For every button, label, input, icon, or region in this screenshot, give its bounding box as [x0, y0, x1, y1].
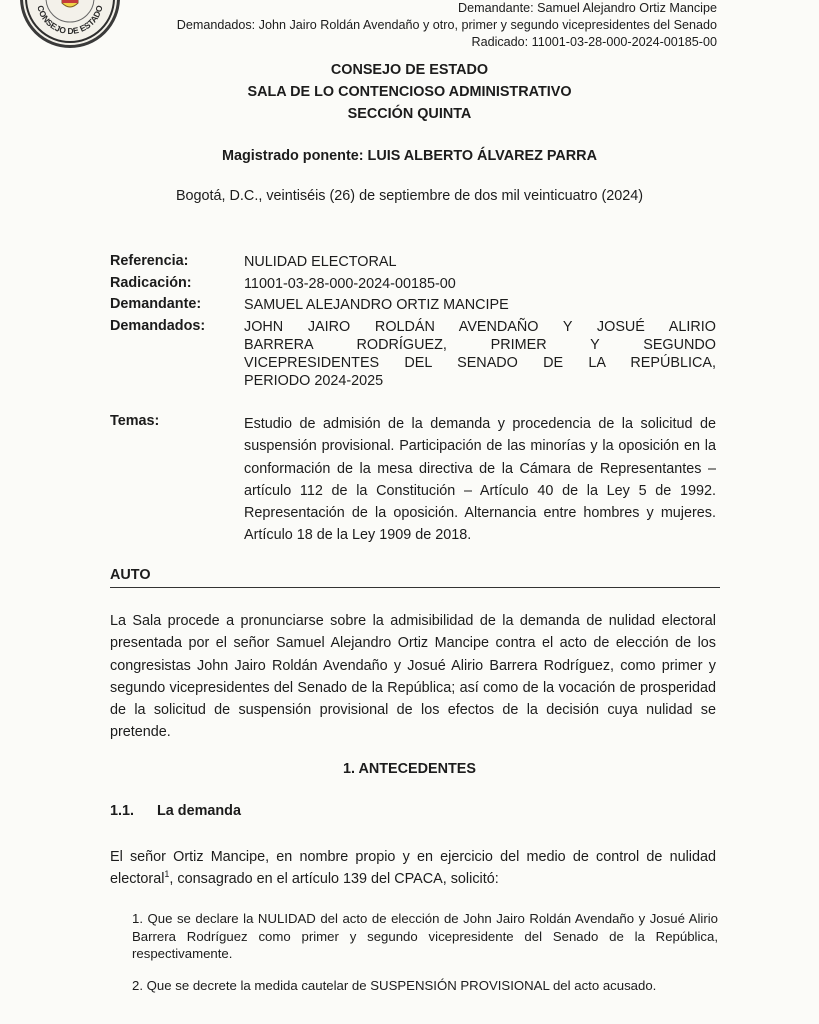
demandante-value: SAMUEL ALEJANDRO ORTIZ MANCIPE [244, 297, 509, 313]
court-chamber: SALA DE LO CONTENCIOSO ADMINISTRATIVO [247, 84, 572, 100]
document-date: Bogotá, D.C., veintiséis (26) de septiembre de dos mil veinticuatro (2024) [175, 188, 644, 204]
radicacion-value: 11001-03-28-000-2024-00185-00 [244, 276, 456, 292]
demanda-text-part2: , consagrado en el artículo 139 del CPACA, solicitó: [169, 871, 499, 888]
header-radicado: Radicado: 11001-03-28-000-2024-00185-00 [471, 35, 717, 49]
court-seal [20, 0, 120, 48]
auto-heading: AUTO [110, 567, 151, 583]
demanda-paragraph [110, 846, 716, 891]
demandados-line-1: JOHN JAIRO ROLDÁN AVENDAÑO Y JOSUÉ ALIRIO [244, 319, 716, 335]
request-item-1: 1. Que se declare la NULIDAD del acto de elección de John Jairo Roldán Avendaño y Josué Alirio Barrera Rodríguez como primer y segundo vicepresidente del Senado de la República, respectivamente. [132, 911, 718, 961]
auto-paragraph: La Sala procede a pronunciarse sobre la admisibilidad de la demanda de nulidad electoral presentada por el señor Samuel Alejandro Ortiz Mancipe contra el acto de elección de los congresistas John Jairo Roldán Avendaño y Josué Alirio Barrera Rodríguez, como primer y segundo vicepresidentes del Senado de la República; así como de la vocación de prosperidad de la solicitud de suspensión provisional de los efectos de la decisión cuya nulidad se pretende. [110, 613, 716, 741]
subsection-title: La demanda [157, 803, 241, 819]
demandante-label: Demandante: [110, 296, 202, 312]
radicacion-label: Radicación: [110, 275, 192, 291]
demandados-label: Demandados: [110, 318, 206, 334]
demandados-line-2: BARRERA RODRÍGUEZ, PRIMER Y SEGUNDO [244, 337, 716, 353]
demanda-text-part1: El señor Ortiz Mancipe, en nombre propio y en ejercicio del medio de control de nulidad electoral [110, 849, 716, 888]
temas-value: Estudio de admisión de la demanda y procedencia de la solicitud de suspensión provisional. Participación de las minorías y la oposición en la conformación de la mesa directiva de la Cámara de Representantes – artículo 112 de la Constitución – Artículo 40 de la Ley 5 de 1992. Representación de la oposición. Alternancia entre hombres y mujeres. Artículo 18 de la Ley 1909 de 2018. [244, 416, 716, 544]
court-section: SECCIÓN QUINTA [347, 106, 472, 122]
auto-divider [110, 587, 720, 588]
demandados-line-4: PERIODO 2024-2025 [244, 373, 384, 389]
footnote-reference[interactable]: 1 [164, 869, 170, 880]
svg-text:CONSEJO DE ESTADO: CONSEJO DE ESTADO [35, 4, 105, 37]
subsection-number: 1.1. [110, 803, 135, 819]
request-item-2: 2. Que se decrete la medida cautelar de SUSPENSIÓN PROVISIONAL del acto acusado. [132, 978, 657, 993]
referencia-label: Referencia: [110, 253, 189, 269]
temas-label: Temas: [110, 413, 160, 429]
demandados-line-3: VICEPRESIDENTES DEL SENADO DE LA REPÚBLICA, [244, 355, 716, 371]
court-name: CONSEJO DE ESTADO [330, 62, 489, 78]
seal-emblem-icon [23, 0, 117, 45]
header-demandante: Demandante: Samuel Alejandro Ortiz Mancipe [457, 1, 717, 15]
header-demandados: Demandados: John Jairo Roldán Avendaño y otro, primer y segundo vicepresidentes del Senado [176, 18, 717, 32]
magistrado-ponente: Magistrado ponente: LUIS ALBERTO ÁLVAREZ PARRA [222, 148, 597, 164]
referencia-value: NULIDAD ELECTORAL [244, 254, 397, 270]
section-antecedentes-heading: 1. ANTECEDENTES [342, 761, 476, 777]
